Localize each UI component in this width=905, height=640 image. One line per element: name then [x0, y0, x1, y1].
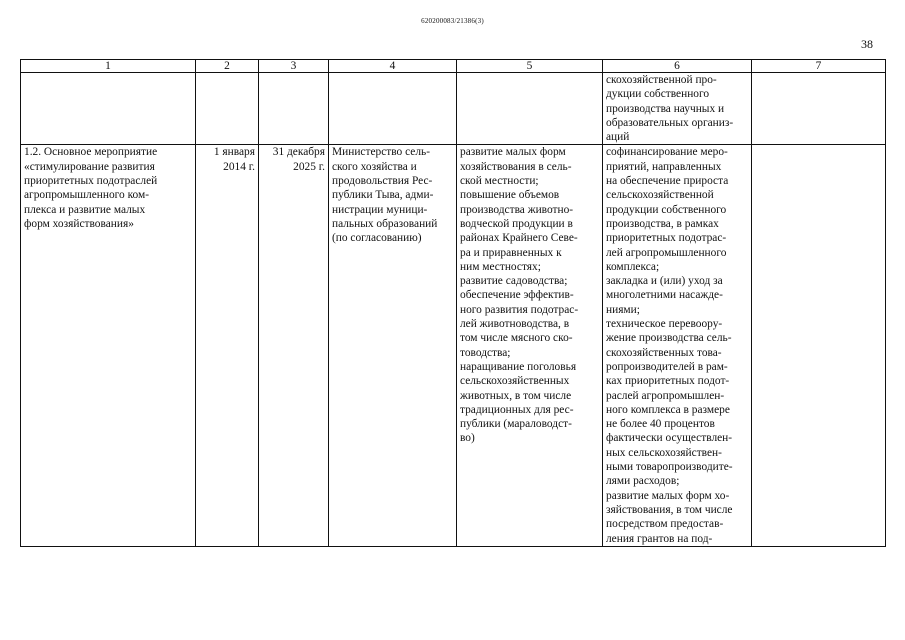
text-line: наращивание поголовья	[460, 360, 577, 373]
text-line: развитие малых форм хо-	[606, 489, 730, 502]
activity-name-cell	[21, 145, 196, 546]
text-line: во)	[460, 432, 475, 445]
text-line: ского хозяйства и	[332, 160, 417, 173]
text-line: закладка и (или) уход за	[606, 275, 723, 288]
text-line: форм хозяйствования»	[24, 217, 134, 230]
text-line: ными товаропроизводите-	[606, 461, 733, 474]
text-line: продукции собственного	[606, 203, 727, 216]
cont-col5-cell	[457, 73, 603, 145]
text-line: комплекса;	[606, 260, 660, 273]
text-line: том числе мясного ско-	[460, 332, 573, 345]
text-line: раслей агропромышлен-	[606, 389, 725, 402]
column-number-1: 1	[21, 60, 196, 73]
column-number-3: 3	[259, 60, 329, 73]
text-line: аций	[606, 131, 630, 144]
activity-content-cell	[603, 145, 752, 546]
cont-col3-cell	[259, 73, 329, 145]
cont-col4-cell	[329, 73, 457, 145]
text-line: лей агропромышленного	[606, 246, 727, 259]
text-line: (по согласованию)	[332, 232, 422, 245]
text-line: ного развития подотрас-	[460, 303, 579, 316]
responsible-cell	[329, 145, 457, 546]
text-line: производства, в рамках	[606, 217, 719, 230]
start-date-cell	[196, 145, 259, 546]
text-line: ления грантов на под-	[606, 532, 713, 545]
text-line: районах Крайнего Севе-	[460, 232, 578, 245]
text-line: хозяйствования в сель-	[460, 160, 572, 173]
text-line: 31 декабря	[272, 146, 325, 159]
text-line: ра и приравненных к	[460, 246, 562, 259]
column-number-7: 7	[752, 60, 886, 73]
text-line: дукции собственного	[606, 88, 710, 101]
text-line: на обеспечение прироста	[606, 175, 729, 188]
col7-cell	[752, 145, 886, 546]
text-line: продовольствия Рес-	[332, 175, 433, 188]
text-line: ного комплекса в размере	[606, 403, 730, 416]
main-row	[21, 145, 886, 546]
text-line: производства научных и	[606, 102, 725, 115]
text-line: водческой продукции в	[460, 217, 573, 230]
text-line: обеспечение эффектив-	[460, 289, 574, 302]
text-line: зяйствования, в том числе	[606, 503, 733, 516]
column-number-5: 5	[457, 60, 603, 73]
column-number-6: 6	[603, 60, 752, 73]
text-line: посредством предостав-	[606, 518, 724, 531]
text-line: скохозяйственной про-	[606, 74, 717, 86]
column-number-2: 2	[196, 60, 259, 73]
text-line: 2025 г.	[293, 160, 325, 173]
text-line: ках приоритетных подот-	[606, 375, 730, 388]
text-line: производства животно-	[460, 203, 574, 216]
text-line: ниями;	[606, 303, 640, 316]
text-line: развитие садоводства;	[460, 275, 568, 288]
text-line: 2014 г.	[223, 160, 255, 173]
text-line: товодства;	[460, 346, 511, 359]
text-line: 1 января	[213, 146, 255, 159]
page-number: 38	[861, 37, 873, 51]
text-line: традиционных для рес-	[460, 403, 574, 416]
end-date-cell	[259, 145, 329, 546]
text-line: фактически осуществлен-	[606, 432, 733, 445]
text-line: повышение объемов	[460, 189, 560, 202]
text-line: лями расходов;	[606, 475, 680, 488]
text-line: техническое перевоору-	[606, 318, 723, 331]
cont-col7-cell	[752, 73, 886, 145]
text-line: развитие малых форм	[460, 146, 566, 159]
text-line: нистрации муници-	[332, 203, 428, 216]
program-table	[20, 59, 886, 547]
text-line: «стимулирование развития	[24, 160, 155, 173]
continuation-row	[21, 73, 886, 145]
text-line: пальных образований	[332, 217, 438, 230]
text-line: лей животноводства, в	[460, 318, 570, 331]
text-line: публики Тыва, адми-	[332, 189, 434, 202]
cont-col1-cell	[21, 73, 196, 145]
text-line: 1.2. Основное мероприятие	[24, 146, 158, 159]
text-line: многолетними насажде-	[606, 289, 723, 302]
text-line: сельскохозяйственной	[606, 189, 714, 202]
document-code: 620200083/21386(3)	[421, 17, 484, 25]
text-line: приятий, направленных	[606, 160, 722, 173]
text-line: публики (мараловодст-	[460, 418, 572, 431]
expected-results-cell	[457, 145, 603, 546]
text-line: софинансирование меро-	[606, 146, 728, 159]
text-line: скохозяйственных това-	[606, 346, 722, 359]
cont-col6-cell	[603, 73, 752, 145]
text-line: не более 40 процентов	[606, 418, 715, 431]
text-line: образовательных организ-	[606, 116, 734, 129]
text-line: ропроизводителей в рам-	[606, 360, 728, 373]
text-line: Министерство сель-	[332, 146, 430, 159]
text-line: плекса и развитие малых	[24, 203, 146, 216]
text-line: животных, в том числе	[460, 389, 572, 402]
text-line: ных сельскохозяйствен-	[606, 446, 722, 459]
text-line: сельскохозяйственных	[460, 375, 570, 388]
text-line: приоритетных подотрас-	[606, 232, 727, 245]
text-line: ской местности;	[460, 175, 539, 188]
text-line: приоритетных подотраслей	[24, 175, 158, 188]
column-number-row	[21, 60, 886, 73]
text-line: жение производства сель-	[606, 332, 732, 345]
text-line: ним местностях;	[460, 260, 541, 273]
cont-col2-cell	[196, 73, 259, 145]
column-number-4: 4	[329, 60, 457, 73]
text-line: агропромышленного ком-	[24, 189, 150, 202]
